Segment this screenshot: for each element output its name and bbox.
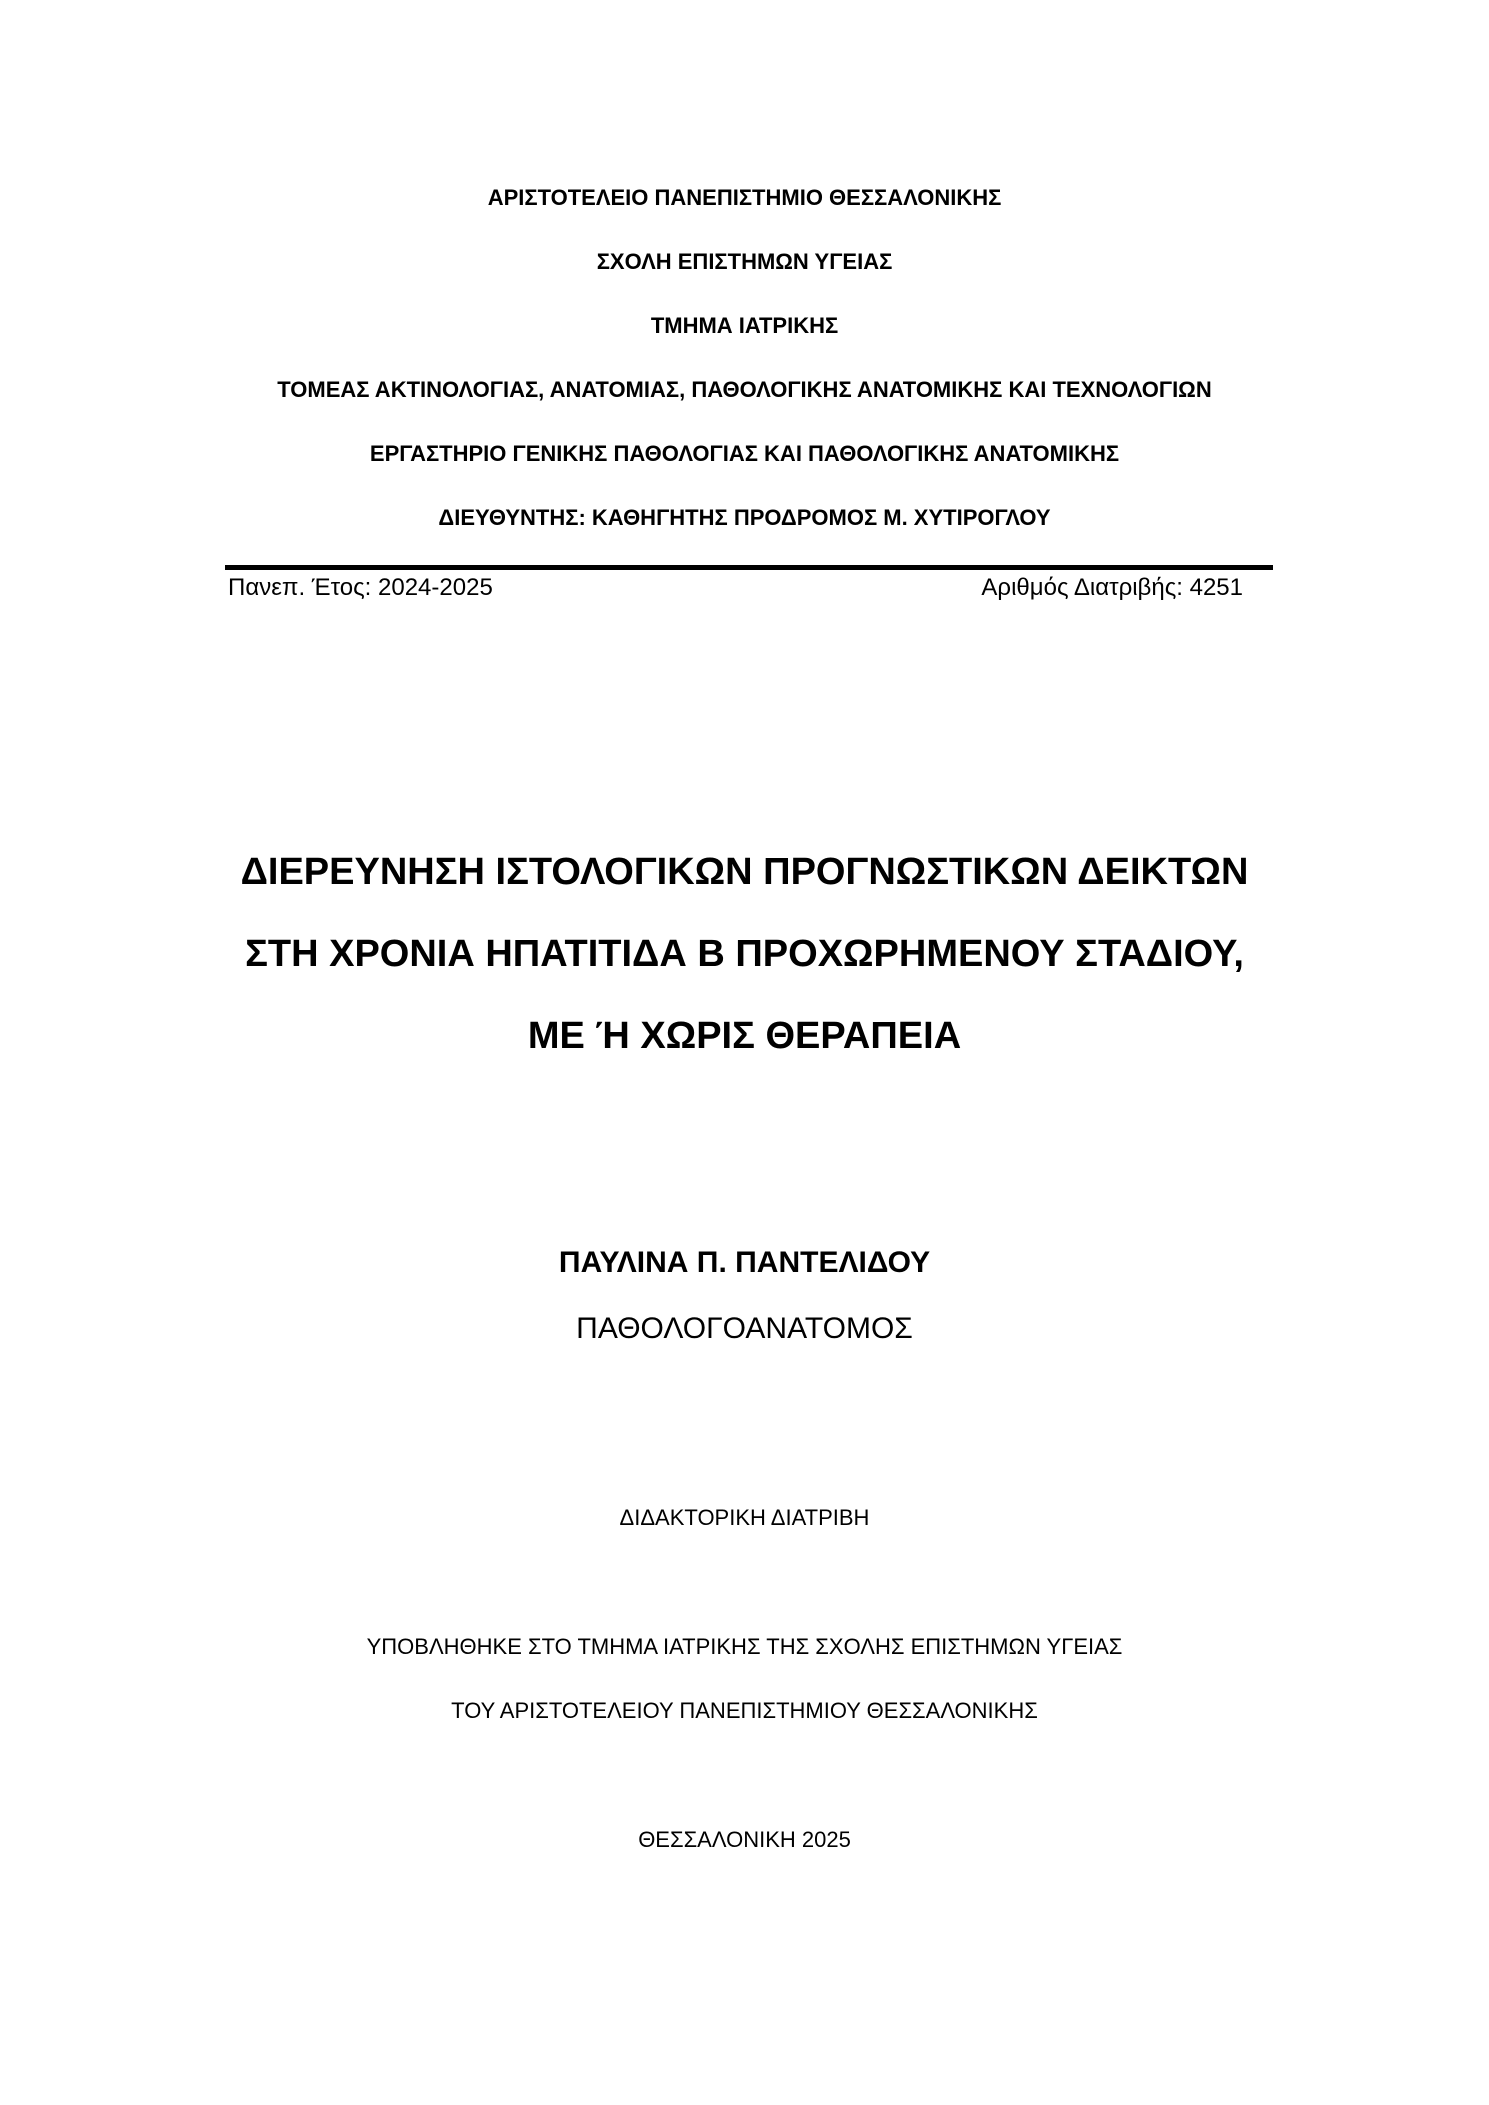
author-name: ΠΑΥΛΙΝΑ Π. ΠΑΝΤΕΛΙΔΟΥ bbox=[558, 1246, 931, 1279]
sector-name: ΤΟΜΕΑΣ ΑΚΤΙΝΟΛΟΓΙΑΣ, ΑΝΑΤΟΜΙΑΣ, ΠΑΘΟΛΟΓΙΚΗΣ ΑΝΑΤΟΜΙΚΗΣ ΚΑΙ ΤΕΧΝΟΛΟΓΙΩΝ bbox=[277, 377, 1212, 402]
author-specialty: ΠΑΘΟΛΟΓΟΑΝΑΤΟΜΟΣ bbox=[576, 1312, 913, 1345]
thesis-title-line-3: ΜΕ Ή ΧΩΡΙΣ ΘΕΡΑΠΕΙΑ bbox=[527, 1015, 962, 1057]
laboratory-name: ΕΡΓΑΣΤΗΡΙΟ ΓΕΝΙΚΗΣ ΠΑΘΟΛΟΓΙΑΣ ΚΑΙ ΠΑΘΟΛΟΓΙΚΗΣ ΑΝΑΤΟΜΙΚΗΣ bbox=[369, 441, 1120, 466]
department-name: ΤΜΗΜΑ ΙΑΤΡΙΚΗΣ bbox=[650, 313, 839, 338]
thesis-title-line-2: ΣΤΗ ΧΡΟΝΙΑ ΗΠΑΤΙΤΙΔΑ Β ΠΡΟΧΩΡΗΜΕΝΟΥ ΣΤΑΔΙΟΥ, bbox=[245, 933, 1244, 975]
document-type: ΔΙΔΑΚΤΟΡΙΚΗ ΔΙΑΤΡΙΒΗ bbox=[619, 1505, 870, 1530]
academic-year: Πανεπ. Έτος: 2024-2025 bbox=[228, 574, 493, 601]
thesis-title-line-1: ΔΙΕΡΕΥΝΗΣΗ ΙΣΤΟΛΟΓΙΚΩΝ ΠΡΟΓΝΩΣΤΙΚΩΝ ΔΕΙΚΤΩΝ bbox=[240, 851, 1249, 893]
submission-line-1: ΥΠΟΒΛΗΘΗΚΕ ΣΤΟ ΤΜΗΜΑ ΙΑΤΡΙΚΗΣ ΤΗΣ ΣΧΟΛΗΣ ΕΠΙΣΤΗΜΩΝ ΥΓΕΙΑΣ bbox=[366, 1634, 1123, 1659]
director-line: ΔΙΕΥΘΥΝΤΗΣ: ΚΑΘΗΓΗΤΗΣ ΠΡΟΔΡΟΜΟΣ Μ. ΧΥΤΙΡΟΓΛΟΥ bbox=[438, 505, 1051, 530]
header-divider bbox=[225, 565, 1273, 570]
university-name: ΑΡΙΣΤΟΤΕΛΕΙΟ ΠΑΝΕΠΙΣΤΗΜΙΟ ΘΕΣΣΑΛΟΝΙΚΗΣ bbox=[487, 185, 1002, 210]
thesis-number: Αριθμός Διατριβής: 4251 bbox=[981, 574, 1243, 601]
submission-line-2: ΤΟΥ ΑΡΙΣΤΟΤΕΛΕΙΟΥ ΠΑΝΕΠΙΣΤΗΜΙΟΥ ΘΕΣΣΑΛΟΝΙΚΗΣ bbox=[451, 1698, 1038, 1723]
place-date: ΘΕΣΣΑΛΟΝΙΚΗ 2025 bbox=[638, 1827, 851, 1852]
school-name: ΣΧΟΛΗ ΕΠΙΣΤΗΜΩΝ ΥΓΕΙΑΣ bbox=[596, 249, 893, 274]
